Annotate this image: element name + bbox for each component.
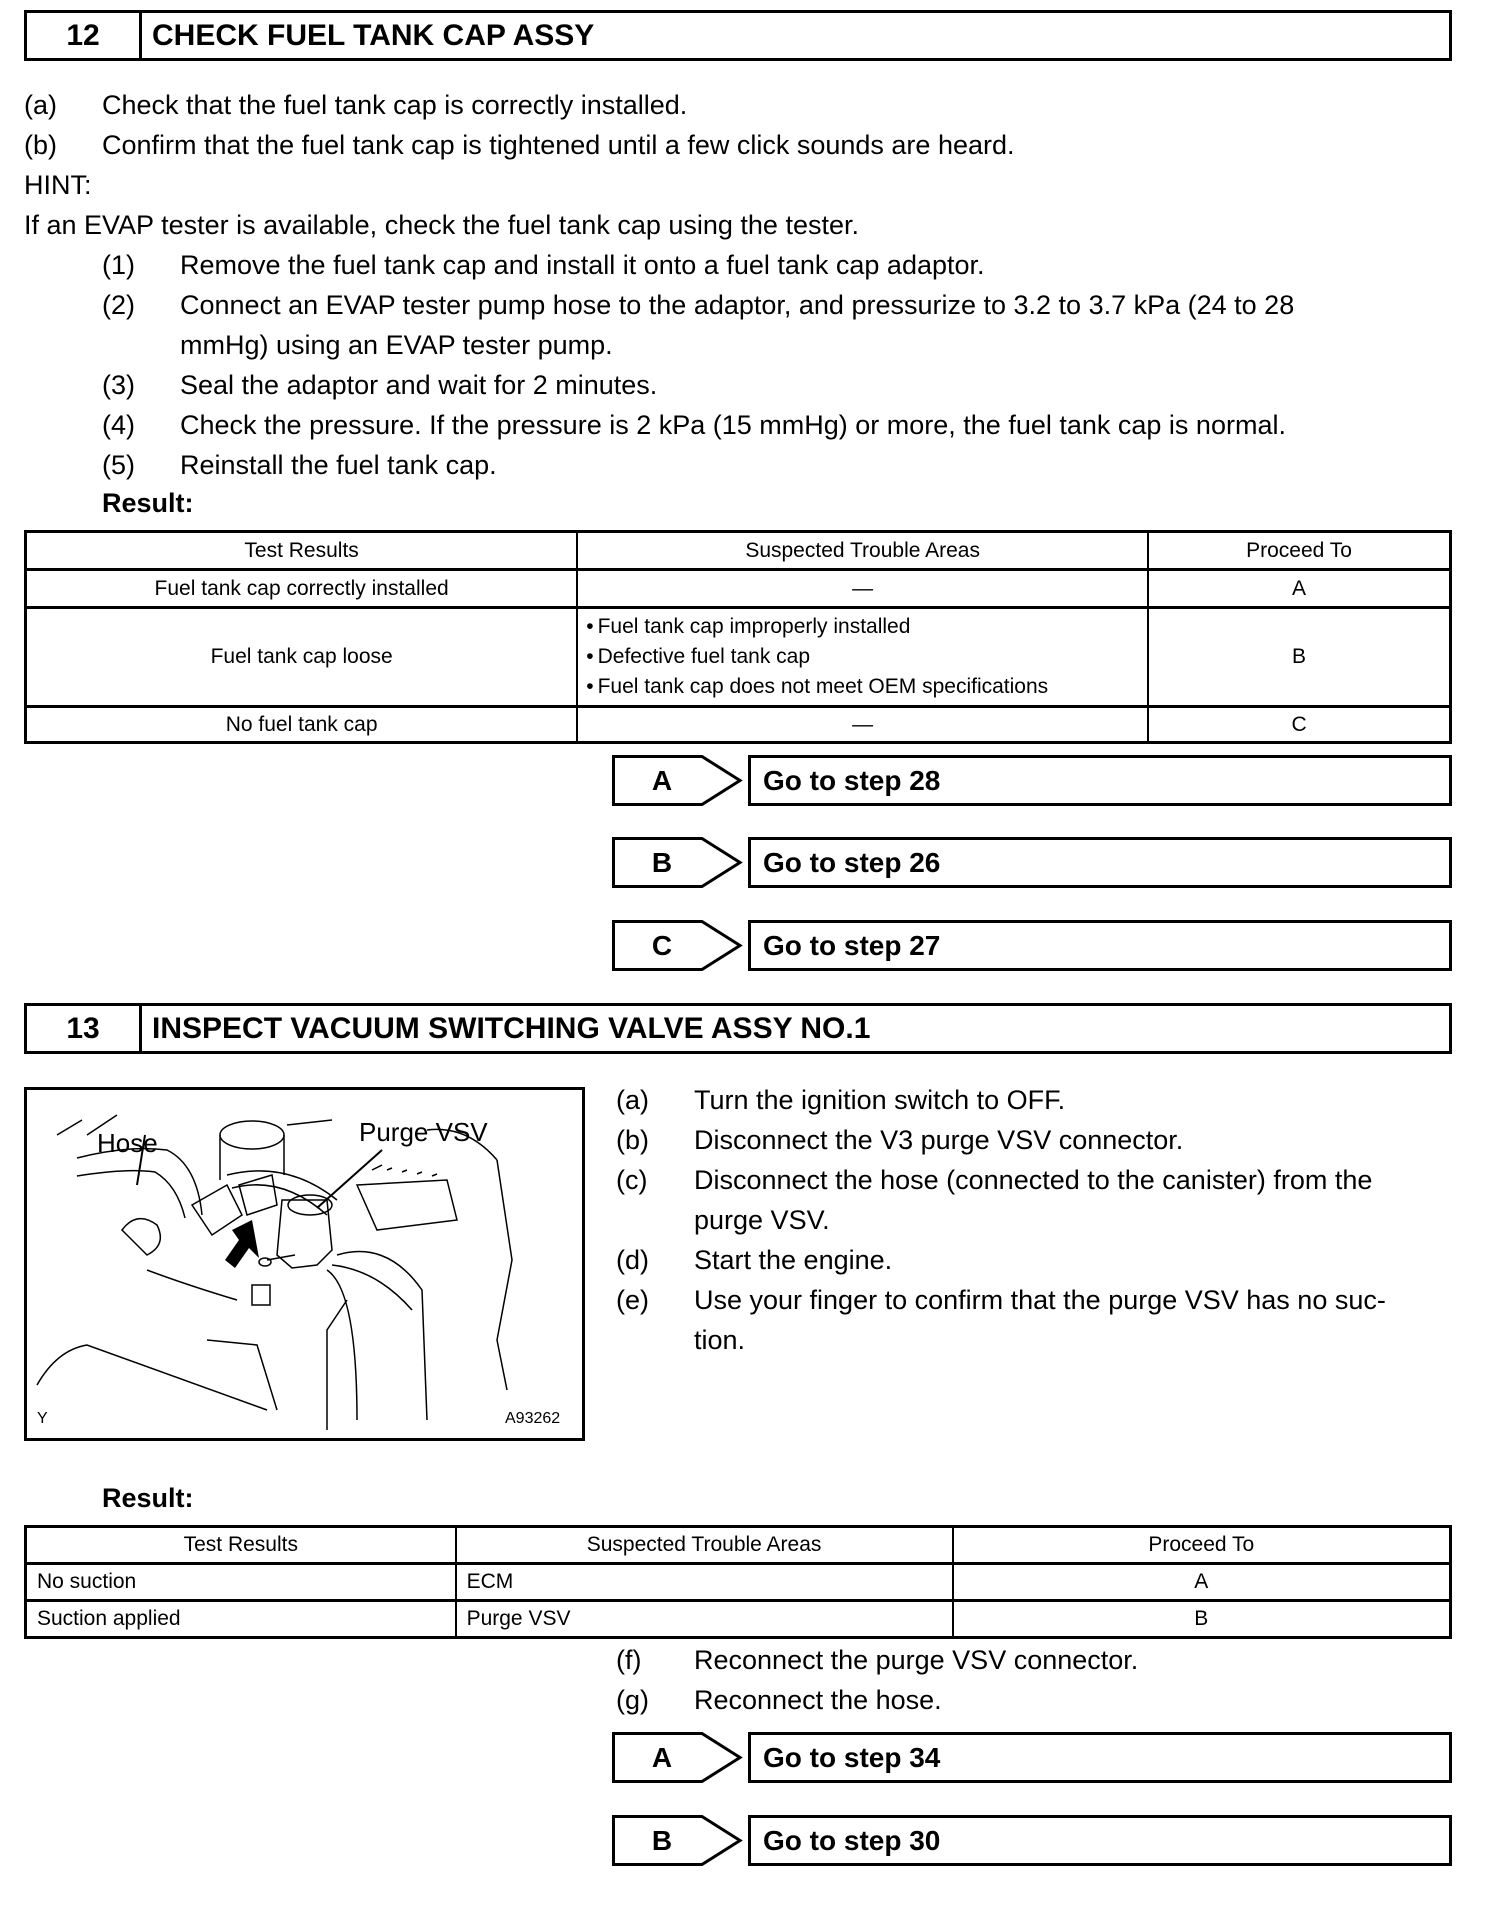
header-cell: Test Results <box>26 1527 456 1564</box>
trouble-area-cell: Purge VSV <box>456 1601 953 1638</box>
header-cell: Proceed To <box>1148 532 1450 570</box>
table-row <box>26 1601 1451 1638</box>
goto-a-step-28[interactable] <box>612 755 1452 806</box>
instruction-label: (d) <box>616 1245 649 1275</box>
table-row <box>26 570 1451 608</box>
hint-step-label: (5) <box>102 450 135 480</box>
figure-corner-mark: Y <box>37 1410 48 1427</box>
header-cell: Test Results <box>26 532 578 570</box>
header-cell: Suspected Trouble Areas <box>577 532 1148 570</box>
step-title: INSPECT VACUUM SWITCHING VALVE ASSY NO.1 <box>152 1011 871 1045</box>
instruction-label: (a) <box>24 90 57 120</box>
instruction-text: Reconnect the hose. <box>694 1685 942 1715</box>
goto-target[interactable]: Go to step 27 <box>748 920 1452 971</box>
label-hose: Hose <box>97 1128 158 1158</box>
instruction-text: Use your finger to confirm that the purge VSV has no suc- <box>694 1285 1386 1315</box>
table-header-row <box>26 532 1451 570</box>
goto-target[interactable]: Go to step 34 <box>748 1732 1452 1783</box>
step-number: 12 <box>27 13 142 58</box>
result-label: Result: <box>102 1483 194 1513</box>
instruction-label: (f) <box>616 1645 642 1675</box>
goto-tag: B <box>651 1824 673 1856</box>
hint-step-label: (1) <box>102 250 135 280</box>
instruction-text-cont: purge VSV. <box>694 1205 830 1235</box>
proceed-cell: B <box>1148 608 1450 707</box>
step-13-result-table <box>24 1525 1452 1639</box>
goto-target[interactable]: Go to step 28 <box>748 755 1452 806</box>
hint-step-label: (3) <box>102 370 135 400</box>
step-title: CHECK FUEL TANK CAP ASSY <box>152 18 595 52</box>
goto-b-step-26[interactable] <box>612 837 1452 888</box>
trouble-area-cell <box>577 608 1148 707</box>
hint-step-text: Reinstall the fuel tank cap. <box>180 450 497 480</box>
trouble-area-item: • Fuel tank cap does not meet OEM specifications <box>586 672 1137 702</box>
proceed-cell: A <box>953 1564 1451 1601</box>
test-result-cell: No suction <box>26 1564 456 1601</box>
proceed-cell: A <box>1148 570 1450 608</box>
goto-a-step-34[interactable] <box>612 1732 1452 1783</box>
step-13-header <box>24 1003 1452 1054</box>
proceed-cell: B <box>953 1601 1451 1638</box>
instruction-label: (b) <box>24 130 57 160</box>
test-result-cell: Suction applied <box>26 1601 456 1638</box>
trouble-area-cell: — <box>577 707 1148 743</box>
test-result-cell: No fuel tank cap <box>26 707 578 743</box>
goto-tag: A <box>651 1741 673 1773</box>
table-row <box>26 1564 1451 1601</box>
hint-step-text: Connect an EVAP tester pump hose to the adaptor, and pressurize to 3.2 to 3.7 kPa (24 to 28 <box>180 290 1295 320</box>
step-number: 13 <box>27 1006 142 1051</box>
goto-b-step-30[interactable] <box>612 1815 1452 1866</box>
instruction-text: Disconnect the V3 purge VSV connector. <box>694 1125 1184 1155</box>
hint-intro: If an EVAP tester is available, check the fuel tank cap using the tester. <box>24 210 859 240</box>
test-result-cell: Fuel tank cap correctly installed <box>26 570 578 608</box>
trouble-area-list <box>586 612 1137 702</box>
test-result-cell: Fuel tank cap loose <box>26 608 578 707</box>
table-header-row <box>26 1527 1451 1564</box>
trouble-area-cell: ECM <box>456 1564 953 1601</box>
trouble-area-cell: — <box>577 570 1148 608</box>
result-label: Result: <box>102 488 194 518</box>
trouble-area-item: • Fuel tank cap improperly installed <box>586 612 1137 642</box>
proceed-cell: C <box>1148 707 1450 743</box>
instruction-label: (e) <box>616 1285 649 1315</box>
hint-step-label: (4) <box>102 410 135 440</box>
hint-step-text: Seal the adaptor and wait for 2 minutes. <box>180 370 658 400</box>
hint-step-text-cont: mmHg) using an EVAP tester pump. <box>180 330 613 360</box>
trouble-area-item: • Defective fuel tank cap <box>586 642 1137 672</box>
goto-tag: C <box>651 929 673 961</box>
hint-step-text: Remove the fuel tank cap and install it onto a fuel tank cap adaptor. <box>180 250 985 280</box>
instruction-text: Reconnect the purge VSV connector. <box>694 1645 1139 1675</box>
step-12-result-table <box>24 530 1452 744</box>
instruction-text: Disconnect the hose (connected to the canister) from the <box>694 1165 1373 1195</box>
hint-step-text: Check the pressure. If the pressure is 2 kPa (15 mmHg) or more, the fuel tank cap is normal. <box>180 410 1286 440</box>
instruction-text: Confirm that the fuel tank cap is tightened until a few click sounds are heard. <box>102 130 1015 160</box>
instruction-text: Start the engine. <box>694 1245 893 1275</box>
instruction-text: Turn the ignition switch to OFF. <box>694 1085 1066 1115</box>
instruction-label: (g) <box>616 1685 649 1715</box>
table-row <box>26 608 1451 707</box>
hint-label: HINT: <box>24 170 92 200</box>
table-row <box>26 707 1451 743</box>
instruction-label: (a) <box>616 1085 649 1115</box>
goto-c-step-27[interactable] <box>612 920 1452 971</box>
goto-target[interactable]: Go to step 30 <box>748 1815 1452 1866</box>
goto-tag: B <box>651 846 673 878</box>
instruction-label: (c) <box>616 1165 648 1195</box>
figure-id: A93262 <box>505 1410 561 1427</box>
goto-target[interactable]: Go to step 26 <box>748 837 1452 888</box>
step-12-header <box>24 10 1452 61</box>
instruction-text: Check that the fuel tank cap is correctly installed. <box>102 90 688 120</box>
instruction-label: (b) <box>616 1125 649 1155</box>
goto-tag: A <box>651 764 673 796</box>
hint-step-label: (2) <box>102 290 135 320</box>
header-cell: Proceed To <box>953 1527 1451 1564</box>
header-cell: Suspected Trouble Areas <box>456 1527 953 1564</box>
label-purge-vsv: Purge VSV <box>359 1117 488 1147</box>
purge-vsv-illustration <box>24 1087 585 1441</box>
instruction-text-cont: tion. <box>694 1325 746 1355</box>
